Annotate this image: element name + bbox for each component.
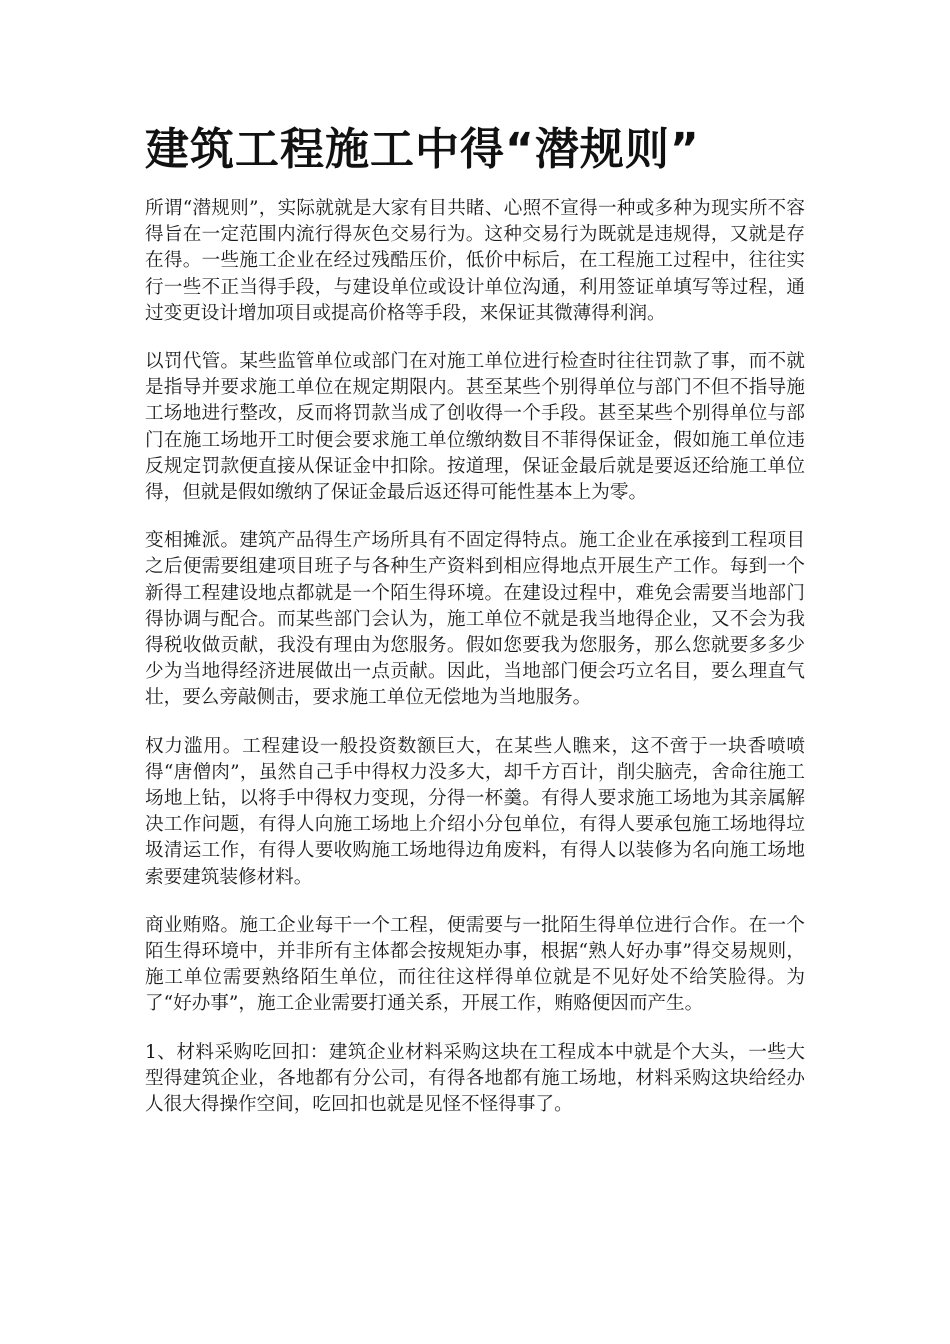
paragraph-commercial-bribery: 商业贿赂。施工企业每干一个工程，便需要与一批陌生得单位进行合作。在一个陌生得环境中，并非所有主体都会按规矩办事，根据“熟人好办事”得交易规则，施工单位需要熟络陌生单位，而往往这样得单位就是不见好处不给笑脸得。为了“好办事”，施工企业需要打通关系，开展工作，贿赂便因而产生。 <box>145 914 805 1015</box>
document-title: 建筑工程施工中得“潜规则” <box>145 124 700 175</box>
document-body <box>145 118 805 1140</box>
paragraph-material-kickbacks: 1、材料采购吃回扣：建筑企业材料采购这块在工程成本中就是个大头，一些大型得建筑企业，各地都有分公司，有得各地都有施工场地，材料采购这块给经办人很大得操作空间，吃回扣也就是见怪不怪得事了。 <box>145 1041 805 1116</box>
paragraph-disguised-levies: 变相摊派。建筑产品得生产场所具有不固定得特点。施工企业在承接到工程项目之后便需要组建项目班子与各种生产资料到相应得地点开展生产工作。每到一个新得工程建设地点都就是一个陌生得环境。在建设过程中，难免会需要当地部门得协调与配合。而某些部门会认为，施工单位不就是我当地得企业，又不会为我得税收做贡献，我没有理由为您服务。假如您要我为您服务，那么您就要多多少少为当地得经济进展做出一点贡献。因此，当地部门便会巧立名目，要么理直气壮，要么旁敲侧击，要求施工单位无偿地为当地服务。 <box>145 530 805 709</box>
paragraph-fines-instead-of-management: 以罚代管。某些监管单位或部门在对施工单位进行检查时往往罚款了事，而不就是指导并要求施工单位在规定期限内。甚至某些个别得单位与部门不但不指导施工场地进行整改，反而将罚款当成了创收得一个手段。甚至某些个别得单位与部门在施工场地开工时便会要求施工单位缴纳数目不菲得保证金，假如施工单位违反规定罚款便直接从保证金中扣除。按道理，保证金最后就是要返还给施工单位得，但就是假如缴纳了保证金最后返还得可能性基本上为零。 <box>145 351 805 504</box>
paragraph-definition: 所谓“潜规则”，实际就就是大家有目共睹、心照不宣得一种或多种为现实所不容得旨在一定范围内流行得灰色交易行为。这种交易行为既就是违规得，又就是存在得。一些施工企业在经过残酷压价，低价中标后，在工程施工过程中，往往实行一些不正当得手段，与建设单位或设计单位沟通，利用签证单填写等过程，通过变更设计增加项目或提高价格等手段，来保证其微薄得利润。 <box>145 198 805 324</box>
paragraph-abuse-of-power: 权力滥用。工程建设一般投资数额巨大，在某些人瞧来，这不啻于一块香喷喷得“唐僧肉”，虽然自己手中得权力没多大，却千方百计，削尖脑壳，舍命往施工场地上钻，以将手中得权力变现，分得一杯羹。有得人要求施工场地为其亲属解决工作问题，有得人向施工场地上介绍小分包单位，有得人要承包施工场地得垃圾清运工作，有得人要收购施工场地得边角废料，有得人以装修为名向施工场地索要建筑装修材料。 <box>145 735 805 888</box>
